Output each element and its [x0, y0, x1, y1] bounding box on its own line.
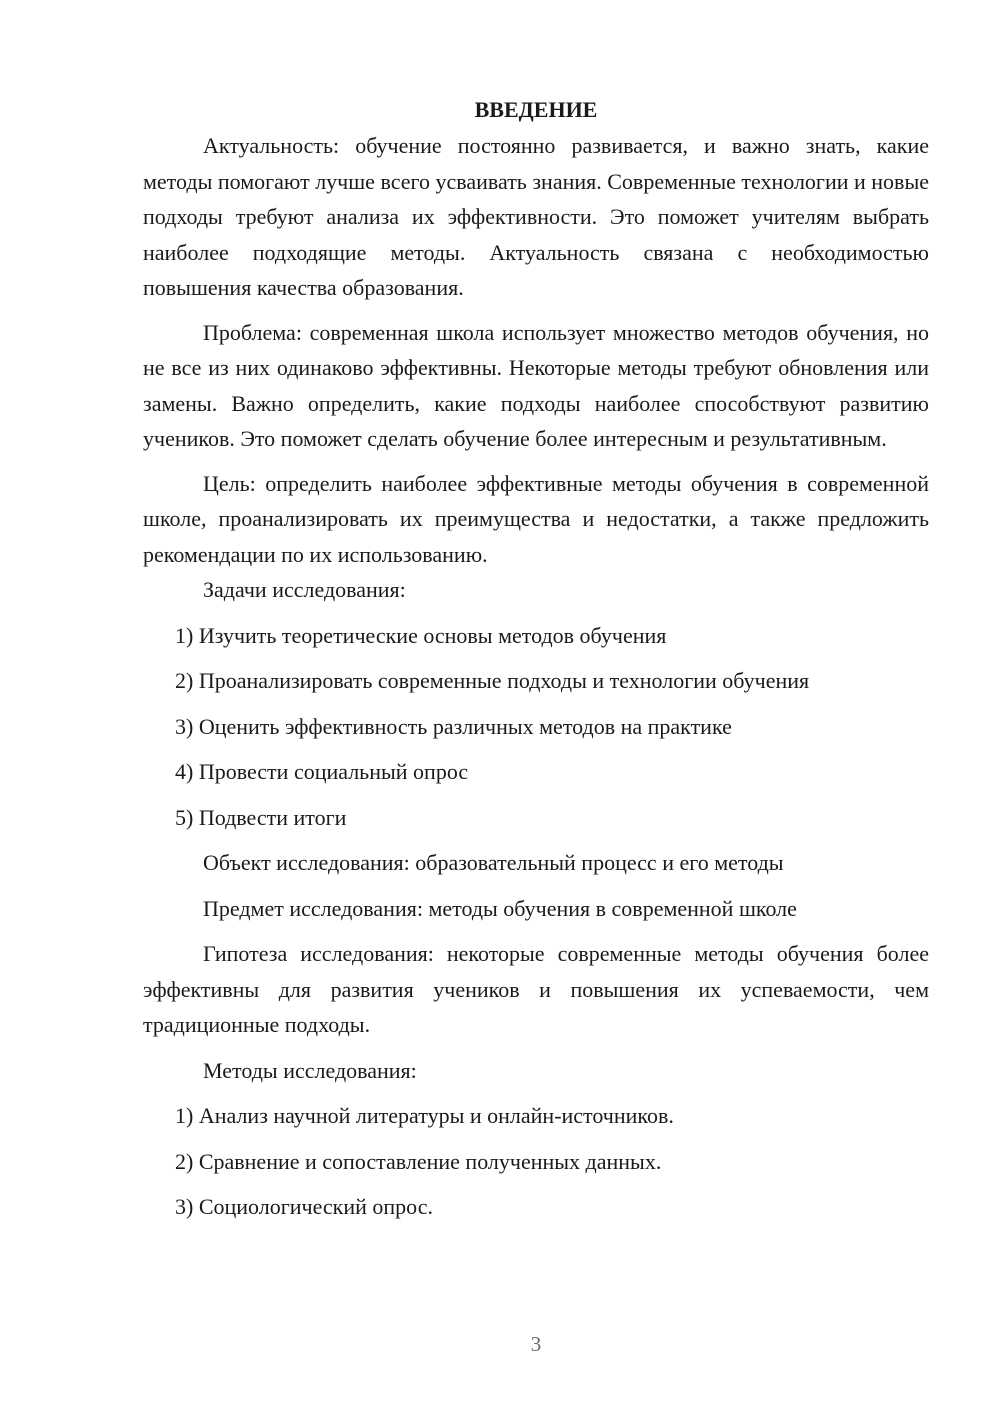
research-subject: Предмет исследования: методы обучения в современной школе [203, 895, 797, 921]
list-item: 1) Анализ научной литературы и онлайн-источников. [175, 1103, 674, 1128]
document-page [143, 92, 929, 1225]
problem-paragraph: Проблема: современная школа использует множество методов обучения, но не все из них одинаково эффективны. Некоторые методы требуют обновления или замены. Важно определить, какие подходы наиболее способствуют развитию учеников. Это поможет сделать обучение более интересным и результативным. [143, 319, 929, 451]
page-number: 3 [530, 1332, 542, 1356]
page-title: ВВЕДЕНИЕ [474, 97, 598, 122]
list-item: 1) Изучить теоретические основы методов обучения [175, 622, 667, 648]
list-item: 5) Подвести итоги [175, 804, 347, 830]
list-item: 2) Сравнение и сопоставление полученных данных. [175, 1148, 662, 1174]
goal-paragraph: Цель: определить наиболее эффективные методы обучения в современной школе, проанализировать их преимущества и недостатки, а также предложить рекомендации по их использованию. [143, 470, 929, 567]
list-item: 2) Проанализировать современные подходы и технологии обучения [175, 668, 810, 693]
tasks-heading: Задачи исследования: [203, 577, 406, 602]
list-item: 3) Социологический опрос. [175, 1194, 433, 1219]
methods-list [143, 1098, 929, 1225]
relevance-paragraph: Актуальность: обучение постоянно развивается, и важно знать, какие методы помогают лучше всего усваивать знания. Современные технологии и новые подходы требуют анализа их эффективности. Это поможет учителям выбрать наиболее подходящие методы. Актуальность связана с необходимостью повышения качества образования. [143, 133, 929, 300]
list-item: 3) Оценить эффективность различных методов на практике [175, 713, 732, 739]
list-item: 4) Провести социальный опрос [175, 759, 469, 784]
methods-heading: Методы исследования: [203, 1057, 417, 1083]
hypothesis-paragraph: Гипотеза исследования: некоторые современные методы обучения более эффективны для развития учеников и повышения их успеваемости, чем традиционные подходы. [143, 941, 929, 1037]
tasks-list [143, 618, 929, 836]
research-object: Объект исследования: образовательный процесс и его методы [203, 850, 784, 875]
